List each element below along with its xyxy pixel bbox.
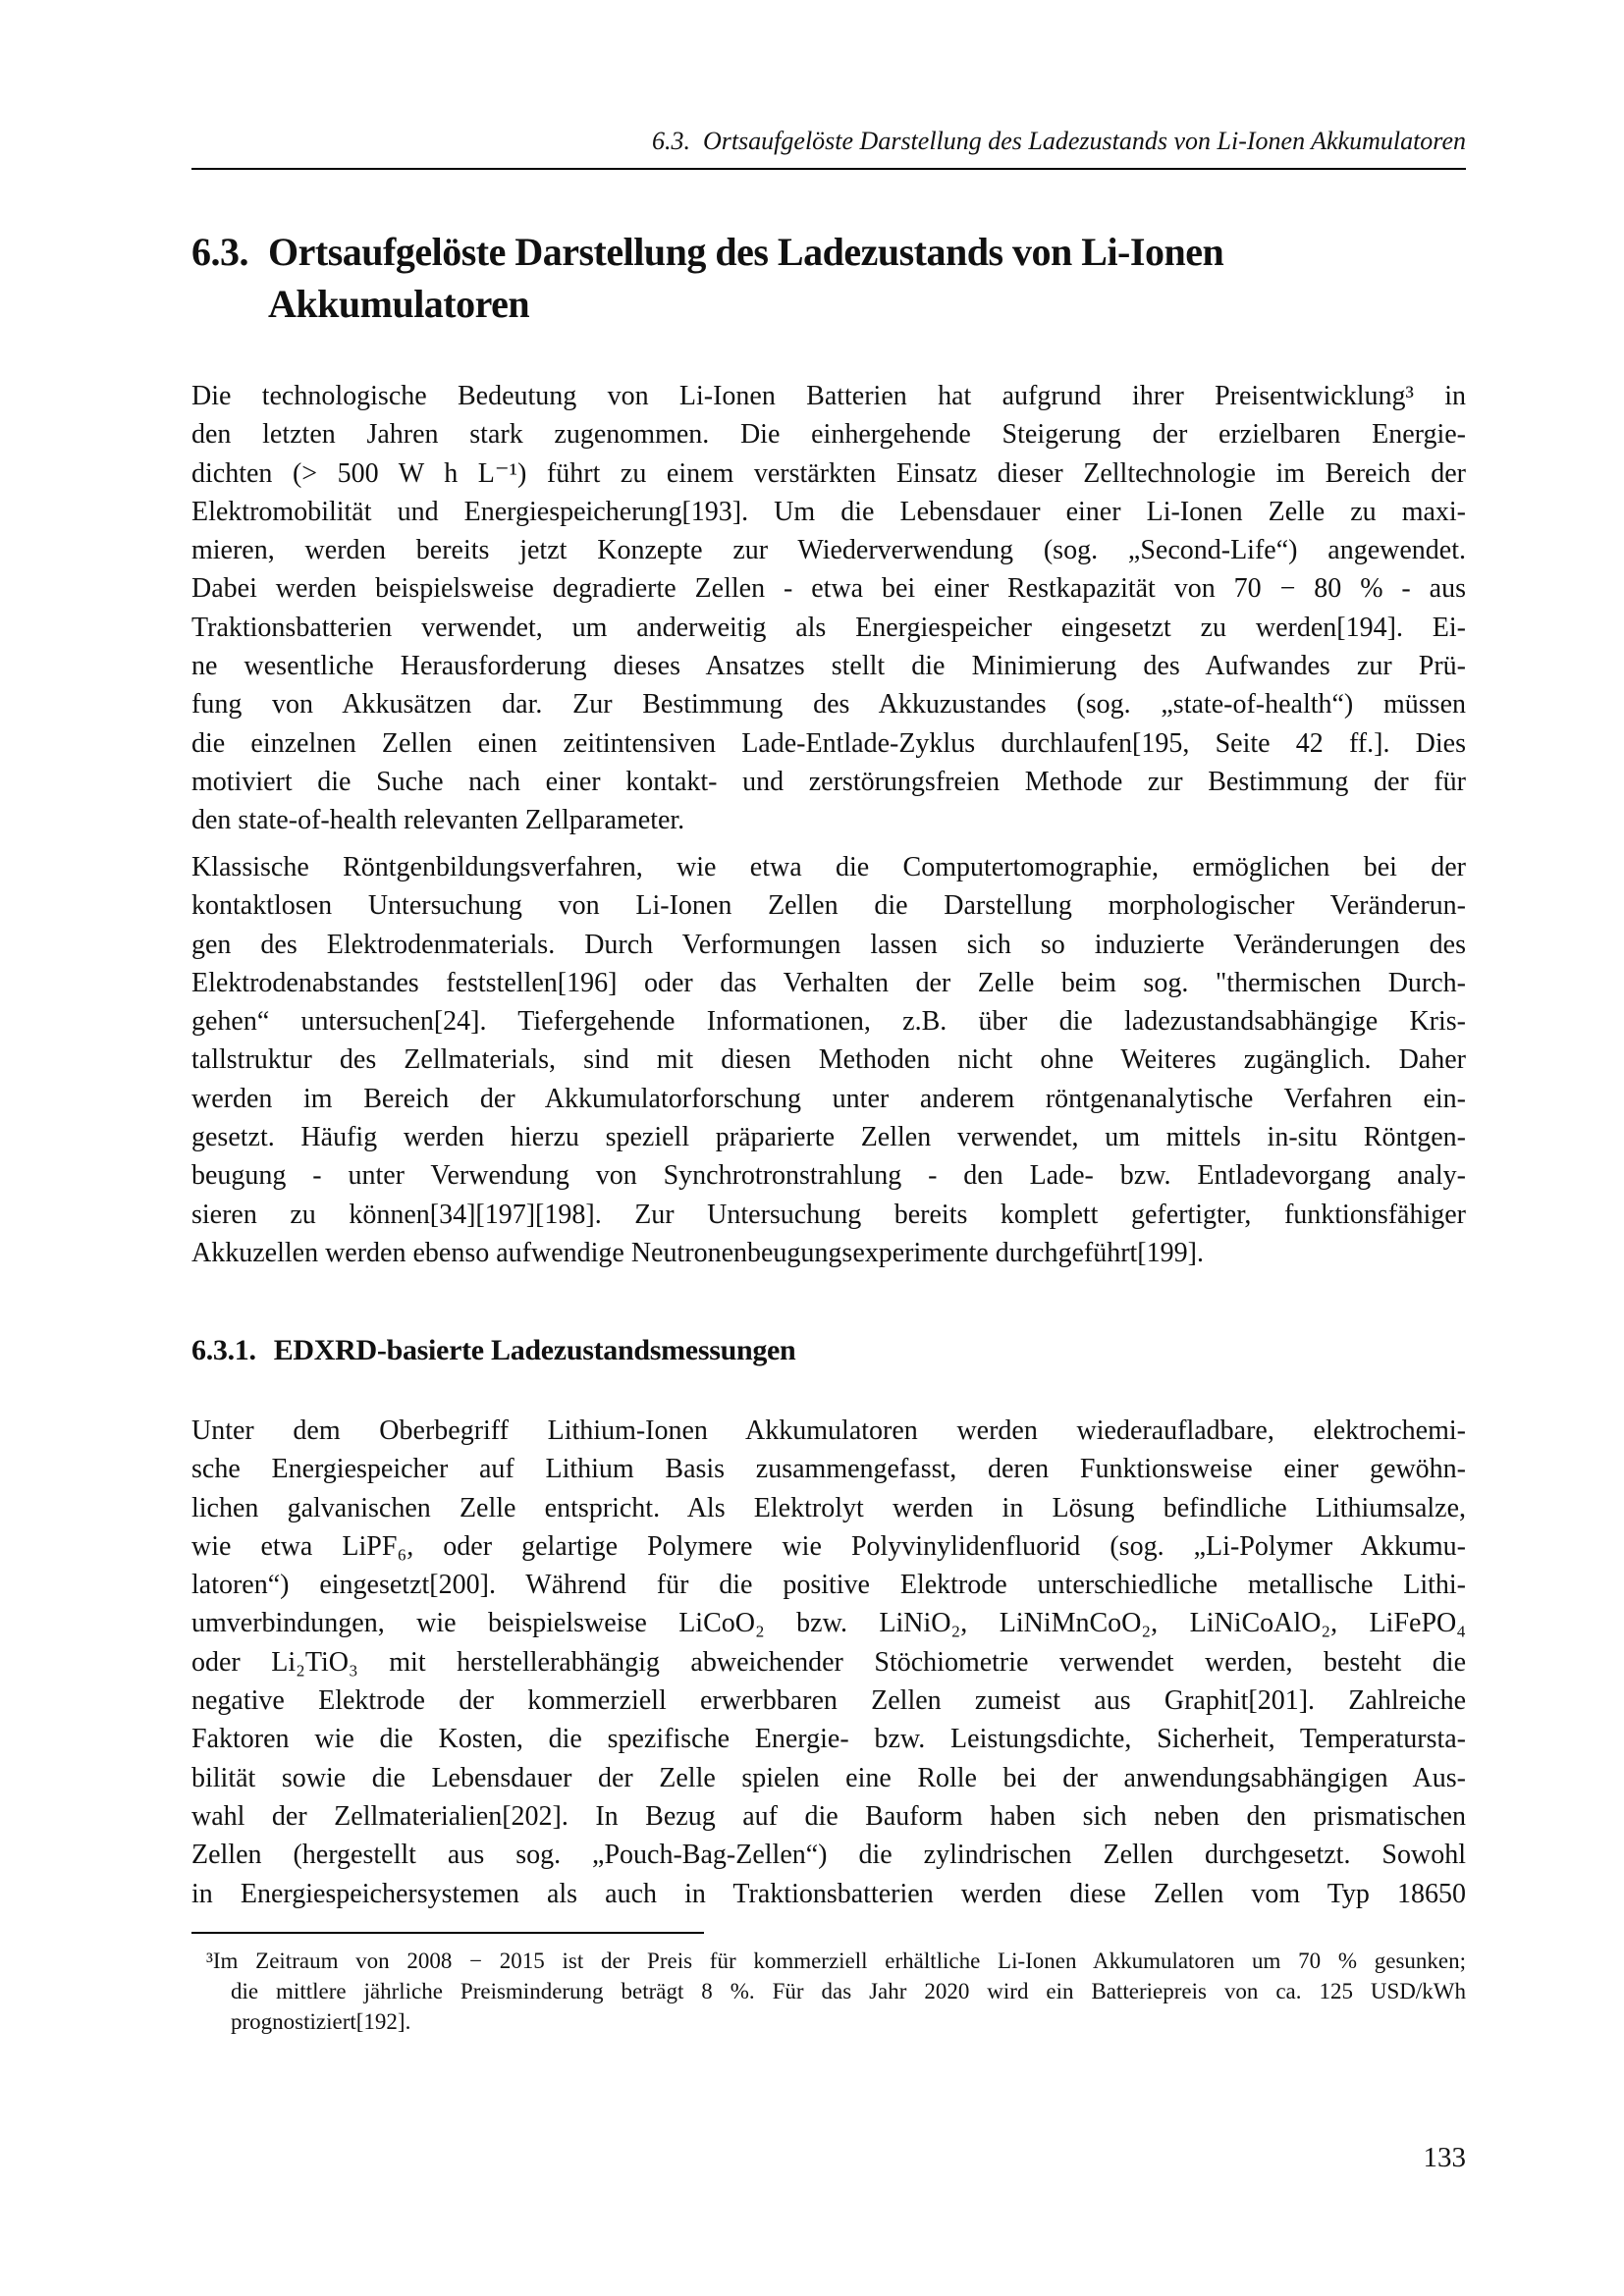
- text-line: gesetzt. Häufig werden hierzu speziell präparierte Zellen verwendet, um mittels in-situ Röntgen-: [191, 1122, 1466, 1153]
- text-line: Unter dem Oberbegriff Lithium-Ionen Akkumulatoren werden wiederaufladbare, elektrochemi-: [191, 1415, 1466, 1446]
- page-number: 133: [1423, 2142, 1466, 2173]
- text-line: ³Im Zeitraum von 2008 − 2015 ist der Preis für kommerziell erhältliche Li-Ionen Akkumulatoren um 70 % gesunken;: [206, 1949, 1466, 1973]
- text-line: gehen“ untersuchen[24]. Tiefergehende Informationen, z.B. über die ladezustandsabhängige Kris-: [191, 1006, 1466, 1038]
- paragraph-2: [191, 848, 1466, 1272]
- text-line: beugung - unter Verwendung von Synchrotronstrahlung - den Lade- bzw. Entladevorgang analy-: [191, 1160, 1466, 1192]
- text-line: sieren zu können[34][197][198]. Zur Untersuchung bereits komplett gefertigter, funktionsfähiger: [191, 1199, 1466, 1230]
- footnote: [191, 1946, 1466, 2037]
- text-line: fung von Akkusätzen dar. Zur Bestimmung des Akkuzustandes (sog. „state-of-health“) müssen: [191, 689, 1466, 721]
- text-line: den state-of-health relevanten Zellparameter.: [191, 805, 685, 836]
- paragraph-1: [191, 377, 1466, 840]
- text-line: bilität sowie die Lebensdauer der Zelle spielen eine Rolle bei der anwendungsabhängigen Aus-: [191, 1762, 1466, 1793]
- text-line: sche Energiespeicher auf Lithium Basis zusammengefasst, deren Funktionsweise einer gewöhn-: [191, 1454, 1466, 1485]
- text-line: Ortsaufgelöste Darstellung des Ladezustands von Li-Ionen: [268, 230, 1224, 274]
- text-line: motiviert die Suche nach einer kontakt- und zerstörungsfreien Methode zur Bestimmung der für: [191, 766, 1466, 797]
- text-line: Die technologische Bedeutung von Li-Ionen Batterien hat aufgrund ihrer Preisentwicklung³ in: [191, 381, 1466, 411]
- section-number: 6.3.: [191, 230, 248, 274]
- text-line: die mittlere jährliche Preisminderung beträgt 8 %. Für das Jahr 2020 wird ein Batteriepreis von ca. 125 USD/kWh: [231, 1979, 1466, 2003]
- text-line: wahl der Zellmaterialien[202]. In Bezug auf die Bauform haben sich neben den prismatischen: [191, 1800, 1466, 1832]
- text-line: mieren, werden bereits jetzt Konzepte zur Wiederverwendung (sog. „Second-Life“) angewendet.: [191, 535, 1466, 566]
- text-line: Traktionsbatterien verwendet, um anderweitig als Energiespeicher eingesetzt zu werden[194]. Ei-: [191, 612, 1466, 643]
- section-title: [268, 226, 1223, 330]
- text-line: Akkuzellen werden ebenso aufwendige Neutronenbeugungsexperimente durchgeführt[199].: [191, 1237, 1204, 1268]
- text-line: tallstruktur des Zellmaterials, sind mit diesen Methoden nicht ohne Weiteres zugänglich. Daher: [191, 1044, 1466, 1076]
- text-line: Elektrodenabstandes feststellen[196] oder das Verhalten der Zelle beim sog. "thermischen Durch-: [191, 967, 1466, 998]
- text-line: wie etwa LiPF₆, oder gelartige Polymere wie Polyvinylidenfluorid (sog. „Li-Polymer Akkumu-: [191, 1530, 1466, 1562]
- text-line: gen des Elektrodenmaterials. Durch Verformungen lassen sich so induzierte Veränderungen des: [191, 929, 1466, 960]
- footnote-rule-divider: [191, 1932, 704, 1934]
- text-line: werden im Bereich der Akkumulatorforschung unter anderem röntgenanalytische Verfahren ein-: [191, 1083, 1466, 1114]
- text-line: umverbindungen, wie beispielsweise LiCoO₂ bzw. LiNiO₂, LiNiMnCoO₂, LiNiCoAlO₂, LiFePO₄: [191, 1608, 1466, 1639]
- text-line: Dabei werden beispielsweise degradierte Zellen - etwa bei einer Restkapazität von 70 − 80 % - aus: [191, 573, 1466, 605]
- text-line: prognostiziert[192].: [231, 2009, 411, 2034]
- text-line: latoren“) eingesetzt[200]. Während für die positive Elektrode unterschiedliche metallische Lithi-: [191, 1570, 1466, 1601]
- text-line: die einzelnen Zellen einen zeitintensiven Lade-Entlade-Zyklus durchlaufen[195, Seite 42 ff.]. Dies: [191, 727, 1466, 759]
- text-line: negative Elektrode der kommerziell erwerbbaren Zellen zumeist aus Graphit[201]. Zahlreiche: [191, 1685, 1466, 1717]
- header-rule-divider: [191, 168, 1466, 170]
- text-line: Faktoren wie die Kosten, die spezifische Energie- bzw. Leistungsdichte, Sicherheit, Temperatursta-: [191, 1724, 1466, 1755]
- paragraph-3: [191, 1412, 1466, 1913]
- text-line: den letzten Jahren stark zugenommen. Die einhergehende Steigerung der erzielbaren Energie-: [191, 419, 1466, 451]
- text-line: Klassische Röntgenbildungsverfahren, wie etwa die Computertomographie, ermöglichen bei der: [191, 852, 1466, 882]
- section-heading: [191, 226, 1466, 330]
- text-line: ne wesentliche Herausforderung dieses Ansatzes stellt die Minimierung des Aufwandes zur Prü-: [191, 651, 1466, 682]
- text-line: in Energiespeichersystemen als auch in Traktionsbatterien werden diese Zellen vom Typ 18650: [191, 1878, 1466, 1909]
- subsection-heading: [191, 1331, 1466, 1370]
- text-line: Akkumulatoren: [268, 282, 530, 326]
- text-line: lichen galvanischen Zelle entspricht. Als Elektrolyt werden in Lösung befindliche Lithiumsalze,: [191, 1492, 1466, 1523]
- text-line: kontaktlosen Untersuchung von Li-Ionen Zellen die Darstellung morphologischer Veränderun-: [191, 890, 1466, 922]
- text-line: dichten (> 500 W h L⁻¹) führt zu einem verstärkten Einsatz dieser Zelltechnologie im Bereich der: [191, 457, 1466, 489]
- text-line: Zellen (hergestellt aus sog. „Pouch-Bag-Zellen“) die zylindrischen Zellen durchgesetzt. Sowohl: [191, 1840, 1466, 1871]
- text-line: Elektromobilität und Energiespeicherung[193]. Um die Lebensdauer einer Li-Ionen Zelle zu maxi-: [191, 496, 1466, 527]
- subsection-title: EDXRD-basierte Ladezustandsmessungen: [273, 1334, 796, 1366]
- running-header: 6.3. Ortsaufgelöste Darstellung des Ladezustands von Li-Ionen Akkumulatoren: [651, 127, 1466, 155]
- subsection-number: 6.3.1.: [191, 1334, 256, 1366]
- text-line: oder Li₂TiO₃ mit herstellerabhängig abweichender Stöchiometrie verwendet werden, besteht die: [191, 1646, 1466, 1678]
